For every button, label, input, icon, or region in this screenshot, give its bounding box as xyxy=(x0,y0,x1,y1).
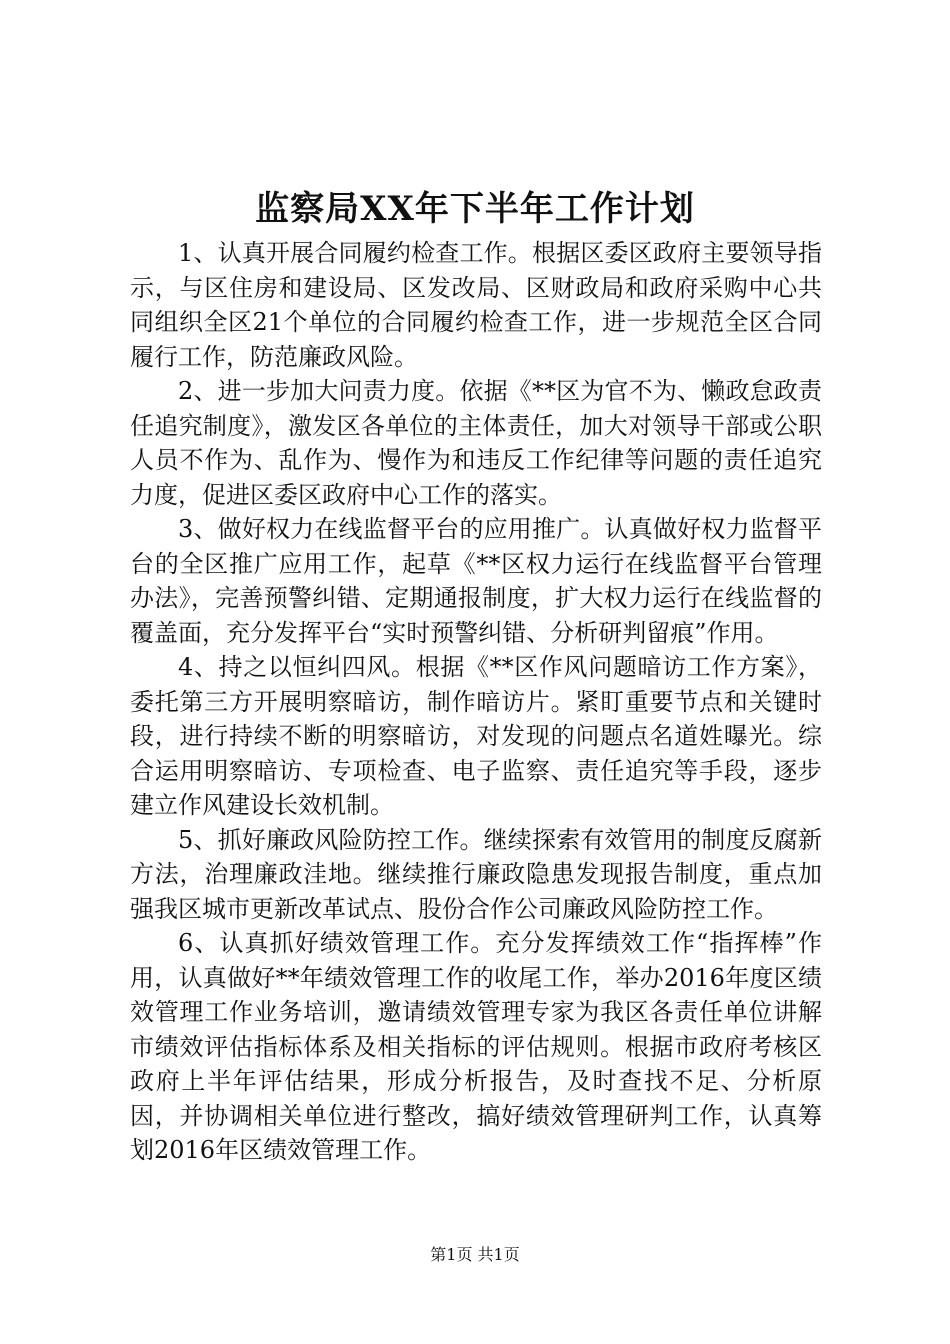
paragraph-6: 6、认真抓好绩效管理工作。充分发挥绩效工作“指挥棒”作用，认真做好**年绩效管理工作的收尾工作，举办2016年度区绩效管理工作业务培训，邀请绩效管理专家为我区各责任单位讲解市绩效评估指标体系及相关指标的评估规则。根据市政府考核区政府上半年评估结果，形成分析报告，及时查找不足、分析原因，并协调相关单位进行整改，搞好绩效管理研判工作，认真筹划2016年区绩效管理工作。 xyxy=(130,929,822,1164)
paragraph-5: 5、抓好廉政风险防控工作。继续探索有效管用的制度反腐新方法，治理廉政洼地。继续推行廉政隐患发现报告制度，重点加强我区城市更新改革试点、股份合作公司廉政风险防控工作。 xyxy=(130,825,822,923)
paragraph-1: 1、认真开展合同履约检查工作。根据区委区政府主要领导指示，与区住房和建设局、区发改局、区财政局和政府采购中心共同组织全区21个单位的合同履约检查工作，进一步规范全区合同履行工作，防范廉政风险。 xyxy=(130,239,822,371)
paragraph-3: 3、做好权力在线监督平台的应用推广。认真做好权力监督平台的全区推广应用工作，起草《**区权力运行在线监督平台管理办法》，完善预警纠错、定期通报制度，扩大权力运行在线监督的覆盖面，充分发挥平台“实时预警纠错、分析研判留痕”作用。 xyxy=(130,515,822,647)
page-footer: 第1页 共1页 xyxy=(430,1245,520,1264)
document-body xyxy=(130,236,822,1168)
paragraph-2: 2、进一步加大问责力度。依据《**区为官不为、懒政怠政责任追究制度》，激发区各单位的主体责任，加大对领导干部或公职人员不作为、乱作为、慢作为和违反工作纪律等问题的责任追究力度，促进区委区政府中心工作的落实。 xyxy=(130,377,822,509)
paragraph-4: 4、持之以恒纠四风。根据《**区作风问题暗访工作方案》，委托第三方开展明察暗访，制作暗访片。紧盯重要节点和关键时段，进行持续不断的明察暗访，对发现的问题点名道姓曝光。综合运用明察暗访、专项检查、电子监察、责任追究等手段，逐步建立作风建设长效机制。 xyxy=(130,653,822,819)
document-title: 监察局XX年下半年工作计划 xyxy=(255,189,695,229)
